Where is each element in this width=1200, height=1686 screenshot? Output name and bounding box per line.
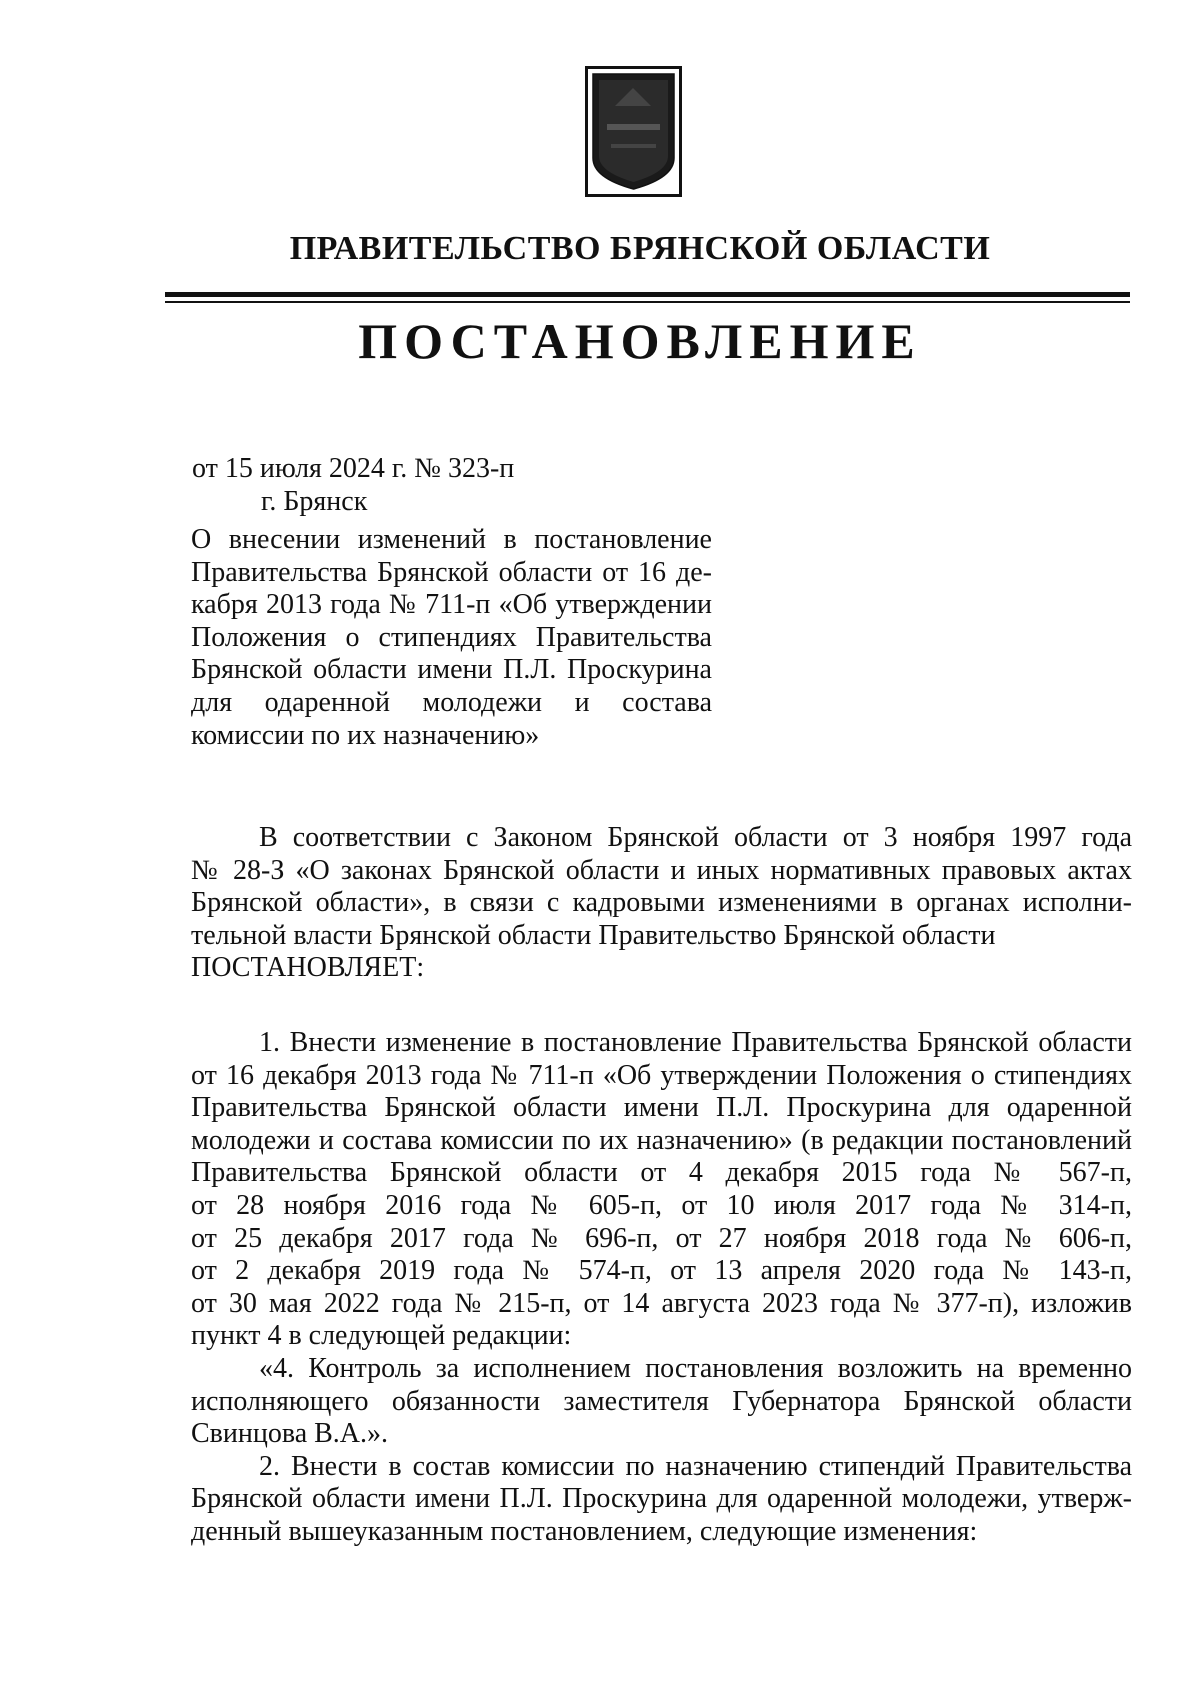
body-line: Правительства Брянской области имени П.Л. Проскурина для одаренной [191,1092,1132,1124]
body-line: денный вышеуказанным постановлением, следующие изменения: [191,1515,978,1547]
preamble-paragraph [191,822,1132,985]
body-line: молодежи и состава комиссии по их назначению» (в редакции постановлений [191,1124,1132,1156]
body-line: Свинцова В.А.». [191,1418,389,1450]
header-rule-thin [165,301,1130,303]
subject-line: Правительства Брянской области от 16 де- [191,556,712,588]
city: г. Брянск [261,486,368,517]
date-and-number: от 15 июля 2024 г. № 323-п [192,453,515,484]
body-line: ПОСТАНОВЛЯЕТ: [191,952,425,984]
paragraph-gap [191,985,1132,1027]
body-line: В соответствии с Законом Брянской области от 3 ноября 1997 года [259,822,1132,853]
subject-line: комиссии по их назначению» [191,719,540,751]
body-line: от 2 декабря 2019 года № 574-п, от 13 апреля 2020 года № 143-п, [191,1255,1132,1287]
body-line: тельной власти Брянской области Правительство Брянской области [191,919,996,951]
document-type-title: ПОСТАНОВЛЕНИЕ [358,313,922,369]
subject-line: Брянской области имени П.Л. Проскурина [191,654,712,686]
item-1-paragraph [191,1027,1132,1353]
government-name: ПРАВИТЕЛЬСТВО БРЯНСКОЙ ОБЛАСТИ [289,230,991,267]
subject-line: для одаренной молодежи и состава [191,686,712,718]
document-body [191,822,1132,1548]
body-line: Брянской области», в связи с кадровыми изменениями в органах исполни- [191,887,1132,919]
body-line: от 28 ноября 2016 года № 605-п, от 10 июля 2017 года № 314-п, [191,1189,1132,1221]
subject-line: О внесении изменений в постановление [191,524,712,555]
body-line: Брянской области имени П.Л. Проскурина для одаренной молодежи, утверж- [191,1483,1132,1515]
body-line: № 28-З «О законах Брянской области и иных нормативных правовых актах [191,854,1132,886]
body-line: от 16 декабря 2013 года № 711-п «Об утверждении Положения о стипендиях [191,1059,1132,1091]
document-subject [191,524,712,752]
coat-of-arms-emblem [585,66,682,197]
body-line: от 25 декабря 2017 года № 696-п, от 27 ноября 2018 года № 606-п, [191,1222,1132,1254]
subject-line: кабря 2013 года № 711-п «Об утверждении [191,589,712,621]
body-line: «4. Контроль за исполнением постановления возложить на временно [259,1352,1132,1384]
subject-line: Положения о стипендиях Правительства [191,621,712,653]
body-line: 1. Внести изменение в постановление Правительства Брянской области [259,1026,1132,1058]
body-line: Правительства Брянской области от 4 декабря 2015 года № 567-п, [191,1157,1132,1189]
body-line: исполняющего обязанности заместителя Губернатора Брянской области [191,1385,1132,1417]
item-2-paragraph [191,1451,1132,1549]
header-rule-thick [165,292,1130,297]
quoted-amendment [191,1353,1132,1451]
body-line: пункт 4 в следующей редакции: [191,1320,572,1352]
body-line: 2. Внести в состав комиссии по назначению стипендий Правительства [259,1450,1132,1482]
body-line: от 30 мая 2022 года № 215-п, от 14 августа 2023 года № 377-п), изложив [191,1287,1132,1319]
